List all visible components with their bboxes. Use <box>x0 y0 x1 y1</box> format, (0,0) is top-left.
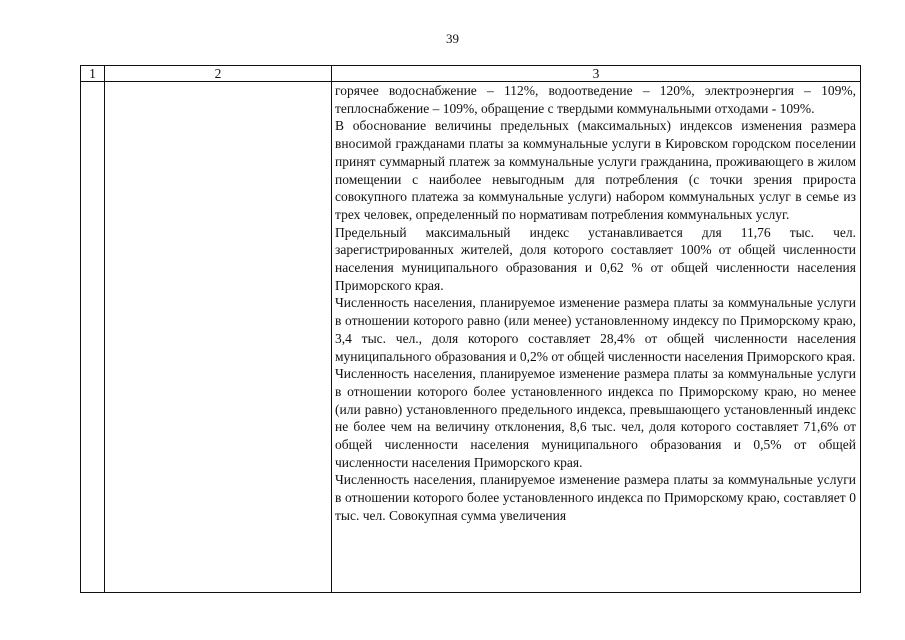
paragraph-population-equal-or-less: Численность населения, планируемое изменение размера платы за коммунальные услуги в отношении которого равно (или менее) установленному индексу по Приморскому краю, 3,4 тыс. чел., доля которого составляет 28,4% от общей численности населения муниципального образования и 0,2% от общей численности населения Приморского края. <box>335 295 856 364</box>
paragraph-population-within-deviation: Численность населения, планируемое изменение размера платы за коммунальные услуги в отношении которого более установленного индекса по Приморскому краю, но менее (или равно) установленного предельного индекса, превышающего установленный индекс не более чем на величину отклонения, 8,6 тыс. чел, доля которого составляет 71,6% от общей численности населения муниципального образования и 0,5% от общей численности населения Приморского края. <box>335 366 856 470</box>
page-number: 39 <box>446 31 459 46</box>
column-3-content <box>332 82 860 592</box>
table-row <box>81 82 861 593</box>
paragraph-justification: В обоснование величины предельных (максимальных) индексов изменения размера вносимой гражданами платы за коммунальные услуги в Кировском городском поселении принят суммарный платеж за коммунальные услуги гражданина, проживающего в жилом помещении с наиболее невыгодным для потребления (с точки зрения прироста совокупного платежа за коммунальные услуги) набором коммунальных услуг в семье из трех человек, определенный по нормативам потребления коммунальных услуг. <box>335 118 856 222</box>
column-header-2: 2 <box>105 66 332 82</box>
table-header-row <box>81 66 861 82</box>
paragraph-population-above-index: Численность населения, планируемое изменение размера платы за коммунальные услуги в отношении которого более установленного индекса по Приморскому краю, составляет 0 тыс. чел. Совокупная сумма увеличения <box>335 472 856 523</box>
column-3-cell <box>332 82 861 593</box>
column-header-3: 3 <box>332 66 861 82</box>
paragraph-max-index-population: Предельный максимальный индекс устанавливается для 11,76 тыс. чел. зарегистрированных жителей, доля которого составляет 100% от общей численности населения муниципального образования и 0,62 % от общей численности населения Приморского края. <box>335 224 856 293</box>
paragraph-tariff-indexes: горячее водоснабжение – 112%, водоотведение – 120%, электроэнергия – 109%, теплоснабжение – 109%, обращение с твердыми коммунальными отходами - 109%. <box>335 83 856 116</box>
column-1-cell <box>81 82 105 593</box>
column-header-1: 1 <box>81 66 105 82</box>
document-table <box>80 65 861 593</box>
column-2-cell <box>105 82 332 593</box>
